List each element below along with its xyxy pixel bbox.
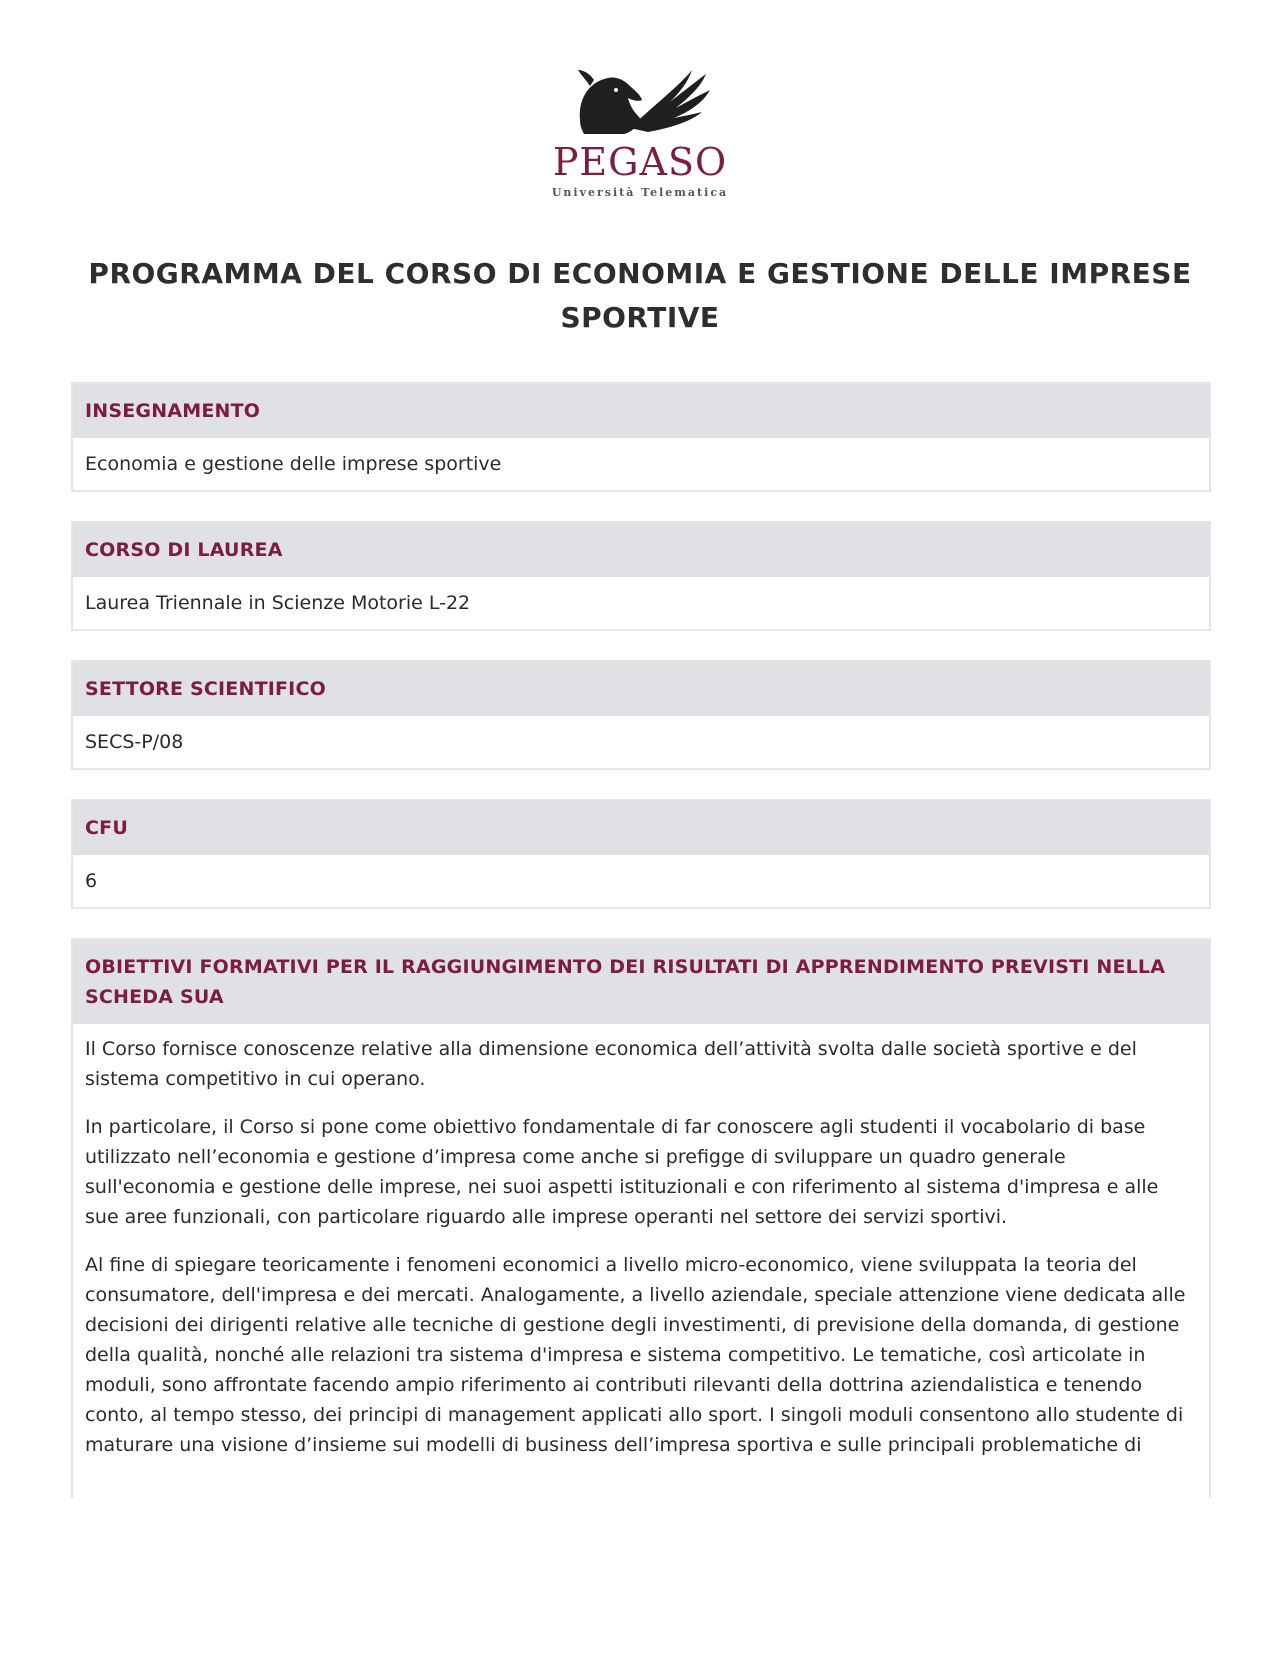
logo-wordmark: PEGASO [552, 140, 728, 184]
section-label: CFU [73, 801, 1209, 855]
paragraph: Il Corso fornisce conoscenze relative alla dimensione economica dell’attività svolta dalle società sportive e del sistema competitivo in cui operano. [85, 1038, 1137, 1090]
section-insegnamento [71, 382, 1211, 492]
pegasus-icon [520, 60, 760, 150]
section-obiettivi-formativi [71, 938, 1211, 1498]
section-corso-di-laurea [71, 521, 1211, 631]
section-value: 6 [85, 870, 98, 892]
section-body [73, 1024, 1209, 1460]
section-label: OBIETTIVI FORMATIVI PER IL RAGGIUNGIMENTO DEI RISULTATI DI APPRENDIMENTO PREVISTI NELLA SCHEDA SUA [73, 940, 1209, 1024]
paragraph: In particolare, il Corso si pone come obiettivo fondamentale di far conoscere agli studenti il vocabolario di base utilizzato nell’economia e gestione d’impresa come anche si prefigge di sviluppare un quadro generale sull'economia e gestione delle imprese, nei suoi aspetti istituzionali e con riferimento al sistema d'impresa e alle sue aree funzionali, con particolare riguardo alle imprese operanti nel settore dei servizi sportivi. [85, 1116, 1159, 1228]
university-logo [520, 60, 760, 210]
section-label: INSEGNAMENTO [73, 384, 1209, 438]
section-value: Economia e gestione delle imprese sportive [85, 453, 502, 475]
section-label: CORSO DI LAUREA [73, 523, 1209, 577]
section-cfu [71, 799, 1211, 909]
section-settore-scientifico [71, 660, 1211, 770]
page-title: PROGRAMMA DEL CORSO DI ECONOMIA E GESTIONE DELLE IMPRESE SPORTIVE [88, 257, 1192, 334]
section-value: SECS-P/08 [85, 731, 184, 753]
section-label: SETTORE SCIENTIFICO [73, 662, 1209, 716]
logo-subtitle: Università Telematica [551, 186, 729, 199]
paragraph: Al fine di spiegare teoricamente i fenomeni economici a livello micro-economico, viene sviluppata la teoria del consumatore, dell'impresa e dei mercati. Analogamente, a livello aziendale, speciale attenzione viene dedicata alle decisioni dei dirigenti relative alle tecniche di gestione degli investimenti, di previsione della domanda, di gestione della qualità, nonché alle relazioni tra sistema d'impresa e sistema competitivo. Le tematiche, così articolate in moduli, sono affrontate facendo ampio riferimento ai contributi rilevanti della dottrina aziendalistica e tenendo conto, al tempo stesso, dei principi di management applicati allo sport. I singoli moduli consentono allo studente di maturare una visione d’insieme sui modelli di business dell’impresa sportiva e sulle principali problematiche di [85, 1254, 1186, 1456]
section-value: Laurea Triennale in Scienze Motorie L-22 [85, 592, 471, 614]
